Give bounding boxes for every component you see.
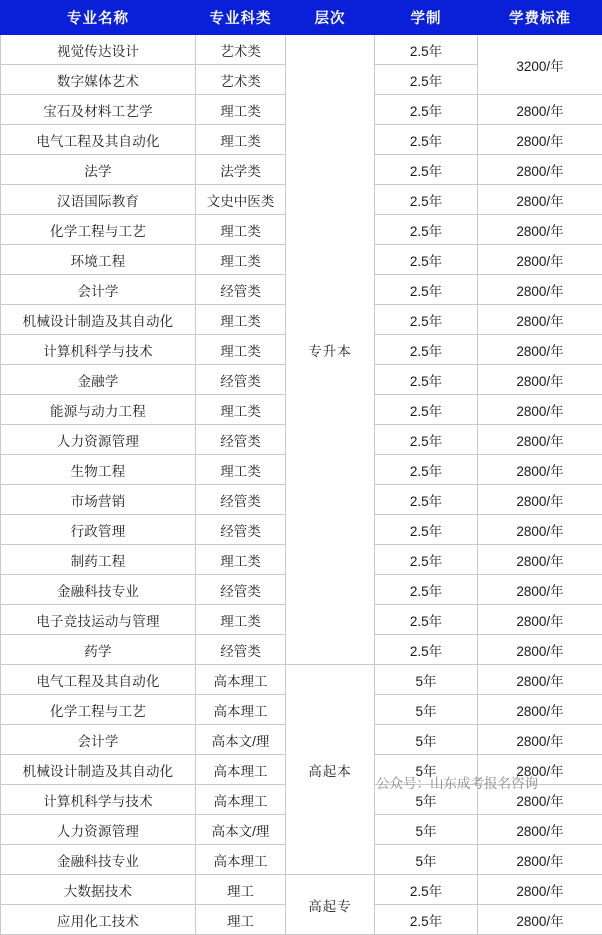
cell-major-name: 应用化工技术 <box>1 905 196 935</box>
cell-major-name: 会计学 <box>1 275 196 305</box>
cell-duration: 5年 <box>375 785 478 815</box>
cell-duration: 2.5年 <box>375 515 478 545</box>
cell-major-category: 高本理工 <box>196 695 286 725</box>
cell-major-category: 理工类 <box>196 545 286 575</box>
cell-major-name: 电气工程及其自动化 <box>1 665 196 695</box>
column-header-major-category: 专业科类 <box>196 1 286 35</box>
cell-major-category: 经管类 <box>196 575 286 605</box>
cell-major-category: 理工类 <box>196 95 286 125</box>
cell-tuition: 3200/年 <box>478 35 602 95</box>
cell-major-name: 人力资源管理 <box>1 815 196 845</box>
cell-tuition: 2800/年 <box>478 425 602 455</box>
cell-major-name: 市场营销 <box>1 485 196 515</box>
cell-duration: 2.5年 <box>375 395 478 425</box>
cell-duration: 2.5年 <box>375 365 478 395</box>
cell-major-category: 高本理工 <box>196 845 286 875</box>
cell-major-category: 理工类 <box>196 125 286 155</box>
cell-tuition: 2800/年 <box>478 215 602 245</box>
cell-major-name: 人力资源管理 <box>1 425 196 455</box>
cell-major-name: 电子竞技运动与管理 <box>1 605 196 635</box>
cell-major-name: 药学 <box>1 635 196 665</box>
cell-major-category: 经管类 <box>196 365 286 395</box>
cell-duration: 5年 <box>375 845 478 875</box>
cell-tuition: 2800/年 <box>478 395 602 425</box>
cell-major-name: 数字媒体艺术 <box>1 65 196 95</box>
cell-major-category: 高本文/理 <box>196 815 286 845</box>
cell-major-name: 汉语国际教育 <box>1 185 196 215</box>
cell-major-name: 大数据技术 <box>1 875 196 905</box>
cell-duration: 2.5年 <box>375 605 478 635</box>
cell-duration: 2.5年 <box>375 275 478 305</box>
cell-duration: 5年 <box>375 665 478 695</box>
cell-major-name: 电气工程及其自动化 <box>1 125 196 155</box>
cell-major-category: 理工类 <box>196 395 286 425</box>
cell-duration: 2.5年 <box>375 95 478 125</box>
cell-major-category: 高本文/理 <box>196 725 286 755</box>
cell-major-name: 制药工程 <box>1 545 196 575</box>
cell-tuition: 2800/年 <box>478 305 602 335</box>
cell-major-category: 高本理工 <box>196 665 286 695</box>
cell-level: 高起专 <box>286 875 375 935</box>
cell-duration: 5年 <box>375 695 478 725</box>
cell-duration: 2.5年 <box>375 335 478 365</box>
cell-major-category: 经管类 <box>196 275 286 305</box>
table-header-row <box>1 1 602 35</box>
cell-level: 专升本 <box>286 35 375 665</box>
table-row <box>1 35 602 65</box>
cell-tuition: 2800/年 <box>478 755 602 785</box>
cell-tuition: 2800/年 <box>478 845 602 875</box>
cell-tuition: 2800/年 <box>478 365 602 395</box>
cell-duration: 5年 <box>375 815 478 845</box>
cell-tuition: 2800/年 <box>478 875 602 905</box>
cell-major-name: 视觉传达设计 <box>1 35 196 65</box>
cell-major-category: 法学类 <box>196 155 286 185</box>
cell-major-name: 能源与动力工程 <box>1 395 196 425</box>
cell-duration: 2.5年 <box>375 215 478 245</box>
cell-duration: 2.5年 <box>375 455 478 485</box>
cell-tuition: 2800/年 <box>478 575 602 605</box>
cell-major-category: 理工类 <box>196 335 286 365</box>
cell-duration: 2.5年 <box>375 905 478 935</box>
cell-major-category: 经管类 <box>196 635 286 665</box>
cell-duration: 2.5年 <box>375 155 478 185</box>
cell-tuition: 2800/年 <box>478 725 602 755</box>
cell-tuition: 2800/年 <box>478 785 602 815</box>
column-header-major-name: 专业名称 <box>1 1 196 35</box>
cell-major-name: 环境工程 <box>1 245 196 275</box>
cell-duration: 2.5年 <box>375 635 478 665</box>
cell-tuition: 2800/年 <box>478 635 602 665</box>
cell-major-category: 理工类 <box>196 245 286 275</box>
cell-tuition: 2800/年 <box>478 605 602 635</box>
cell-duration: 2.5年 <box>375 245 478 275</box>
cell-major-category: 经管类 <box>196 425 286 455</box>
cell-major-category: 理工 <box>196 905 286 935</box>
cell-major-name: 机械设计制造及其自动化 <box>1 305 196 335</box>
table-row <box>1 875 602 905</box>
cell-tuition: 2800/年 <box>478 815 602 845</box>
cell-duration: 5年 <box>375 725 478 755</box>
cell-major-category: 高本理工 <box>196 785 286 815</box>
cell-tuition: 2800/年 <box>478 515 602 545</box>
cell-major-name: 生物工程 <box>1 455 196 485</box>
cell-major-category: 经管类 <box>196 515 286 545</box>
cell-major-category: 艺术类 <box>196 65 286 95</box>
cell-tuition: 2800/年 <box>478 545 602 575</box>
cell-major-name: 化学工程与工艺 <box>1 695 196 725</box>
cell-tuition: 2800/年 <box>478 125 602 155</box>
cell-tuition: 2800/年 <box>478 245 602 275</box>
cell-major-name: 法学 <box>1 155 196 185</box>
cell-duration: 2.5年 <box>375 425 478 455</box>
cell-duration: 2.5年 <box>375 65 478 95</box>
cell-major-category: 理工类 <box>196 305 286 335</box>
cell-duration: 2.5年 <box>375 575 478 605</box>
cell-major-name: 会计学 <box>1 725 196 755</box>
cell-duration: 2.5年 <box>375 125 478 155</box>
cell-major-category: 经管类 <box>196 485 286 515</box>
cell-duration: 2.5年 <box>375 185 478 215</box>
cell-duration: 2.5年 <box>375 545 478 575</box>
column-header-level: 层次 <box>286 1 375 35</box>
cell-duration: 2.5年 <box>375 35 478 65</box>
table-row <box>1 665 602 695</box>
cell-duration: 2.5年 <box>375 485 478 515</box>
column-header-tuition: 学费标准 <box>478 1 602 35</box>
cell-tuition: 2800/年 <box>478 185 602 215</box>
watermark-text: 公众号：山东成考报名咨询 <box>376 772 538 792</box>
table-body <box>1 35 602 935</box>
cell-tuition: 2800/年 <box>478 275 602 305</box>
cell-major-name: 计算机科学与技术 <box>1 785 196 815</box>
cell-major-name: 行政管理 <box>1 515 196 545</box>
cell-major-name: 化学工程与工艺 <box>1 215 196 245</box>
cell-major-name: 宝石及材料工艺学 <box>1 95 196 125</box>
cell-major-category: 艺术类 <box>196 35 286 65</box>
cell-major-name: 机械设计制造及其自动化 <box>1 755 196 785</box>
cell-duration: 2.5年 <box>375 305 478 335</box>
cell-duration: 2.5年 <box>375 875 478 905</box>
cell-major-category: 理工 <box>196 875 286 905</box>
cell-major-name: 金融科技专业 <box>1 845 196 875</box>
cell-tuition: 2800/年 <box>478 155 602 185</box>
cell-major-name: 计算机科学与技术 <box>1 335 196 365</box>
cell-major-category: 理工类 <box>196 215 286 245</box>
cell-tuition: 2800/年 <box>478 905 602 935</box>
cell-tuition: 2800/年 <box>478 485 602 515</box>
cell-duration: 5年 <box>375 755 478 785</box>
cell-major-category: 理工类 <box>196 455 286 485</box>
cell-tuition: 2800/年 <box>478 455 602 485</box>
cell-major-name: 金融科技专业 <box>1 575 196 605</box>
table-header <box>1 1 602 35</box>
cell-major-category: 理工类 <box>196 605 286 635</box>
cell-major-name: 金融学 <box>1 365 196 395</box>
cell-tuition: 2800/年 <box>478 665 602 695</box>
cell-tuition: 2800/年 <box>478 335 602 365</box>
cell-tuition: 2800/年 <box>478 95 602 125</box>
cell-tuition: 2800/年 <box>478 695 602 725</box>
column-header-duration: 学制 <box>375 1 478 35</box>
cell-level: 高起本 <box>286 665 375 875</box>
cell-major-category: 高本理工 <box>196 755 286 785</box>
cell-major-category: 文史中医类 <box>196 185 286 215</box>
